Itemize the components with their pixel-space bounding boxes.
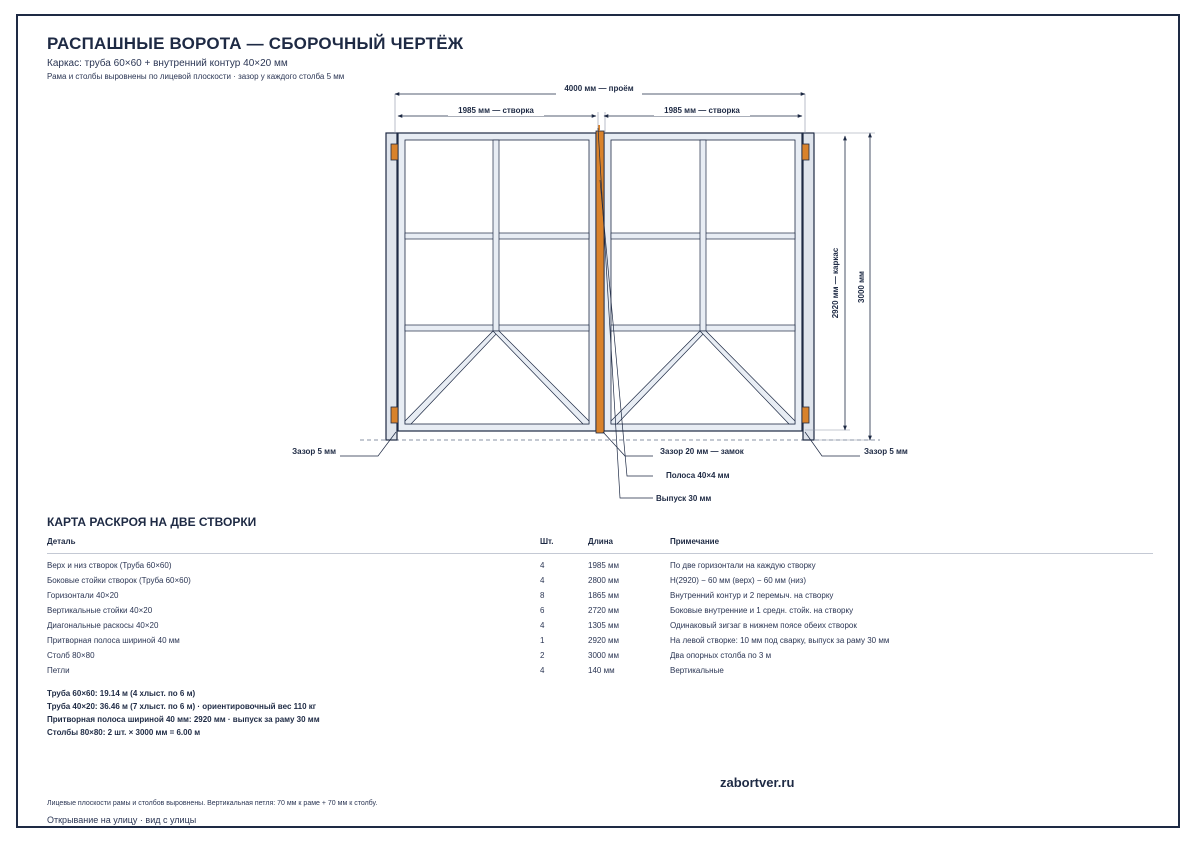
cell-part: Вертикальные стойки 40×20 (47, 606, 153, 615)
cell-part: Притворная полоса шириной 40 мм (47, 636, 180, 645)
view-note: Открывание на улицу · вид с улицы (47, 815, 197, 825)
cell-part: Петли (47, 666, 70, 675)
summary-line-posts: Столбы 80×80: 2 шт. × 3000 мм = 6.00 м (47, 728, 201, 737)
gap-right-callout: Зазор 5 мм (864, 447, 908, 456)
cell-part: Боковые стойки створок (Труба 60×60) (47, 576, 191, 585)
cell-part: Столб 80×80 (47, 651, 95, 660)
cell-qty: 4 (540, 621, 545, 630)
right-leaf-dim-label: 1985 мм — створка (664, 106, 740, 115)
cell-note: Вертикальные (670, 666, 724, 675)
header-note: Примечание (670, 535, 1153, 554)
table-row (47, 554, 1153, 574)
cell-qty: 4 (540, 666, 545, 675)
closing-strip (596, 131, 604, 433)
cut-table (47, 535, 1153, 678)
cell-qty: 4 (540, 576, 545, 585)
opening-dim-label: 4000 мм — проём (564, 84, 634, 93)
cell-note: По две горизонтали на каждую створку (670, 561, 816, 570)
hinge-left-bottom (391, 407, 398, 423)
right-post (803, 133, 814, 440)
table-row (47, 633, 1153, 648)
cell-note: Внутренний контур и 2 перемыч. на створку (670, 591, 834, 600)
frame-height-dim-label: 2920 мм — каркас (831, 247, 840, 319)
table-row (47, 573, 1153, 588)
left-leaf (398, 133, 596, 431)
cell-length: 2720 мм (588, 606, 620, 615)
cell-length: 3000 мм (588, 651, 620, 660)
summary-line-strip: Притворная полоса шириной 40 мм: 2920 мм · выпуск за раму 30 мм (47, 715, 320, 724)
cell-qty: 8 (540, 591, 545, 600)
cell-length: 1305 мм (588, 621, 620, 630)
table-row (47, 618, 1153, 633)
cell-note: Боковые внутренние и 1 средн. стойк. на створку (670, 606, 854, 615)
header-qty: Шт. (540, 535, 588, 554)
cell-qty: 6 (540, 606, 545, 615)
summary-line-pipe-40: Труба 40×20: 36.46 м (7 хлыст. по 6 м) · ориентировочный вес 110 кг (47, 702, 317, 711)
cut-table-header (47, 535, 1153, 554)
drawing-title: РАСПАШНЫЕ ВОРОТА — СБОРОЧНЫЙ ЧЕРТЁЖ (47, 34, 464, 53)
strip-callout: Полоса 40×4 мм (666, 471, 730, 480)
cell-length: 1865 мм (588, 591, 620, 600)
footnote: Лицевые плоскости рамы и столбов выровнены. Вертикальная петля: 70 мм к раме + 70 мм к столбу. (47, 800, 378, 807)
hinge-right-top (802, 144, 809, 160)
material-summary (47, 687, 320, 739)
left-leaf-dim-label: 1985 мм — створка (458, 106, 534, 115)
cell-length: 1985 мм (588, 561, 620, 570)
right-leaf (604, 133, 802, 431)
post-height-dim-label: 3000 мм (857, 271, 866, 303)
hinge-left-top (391, 144, 398, 160)
gap-left-callout: Зазор 5 мм (292, 447, 336, 456)
cell-part: Верх и низ створок (Труба 60×60) (47, 561, 172, 570)
cell-note: На левой створке: 10 мм под сварку, выпуск за раму 30 мм (670, 636, 890, 645)
cell-note: Два опорных столба по 3 м (670, 651, 772, 660)
cell-note: H(2920) − 60 мм (верх) − 60 мм (низ) (670, 576, 807, 585)
cut-table-title: КАРТА РАСКРОЯ НА ДВЕ СТВОРКИ (47, 515, 257, 529)
cell-part: Горизонтали 40×20 (47, 591, 119, 600)
cell-note: Одинаковый зигзаг в нижнем поясе обеих створок (670, 621, 857, 630)
cell-qty: 2 (540, 651, 545, 660)
header-part: Деталь (47, 535, 540, 554)
table-row (47, 663, 1153, 678)
header-length: Длина (588, 535, 670, 554)
hinge-right-bottom (802, 407, 809, 423)
cell-length: 2800 мм (588, 576, 620, 585)
left-post (386, 133, 397, 440)
cell-qty: 1 (540, 636, 545, 645)
table-row (47, 603, 1153, 618)
overhang-callout: Выпуск 30 мм (656, 494, 712, 503)
gap-center-callout: Зазор 20 мм — замок (660, 447, 744, 456)
summary-line-pipe-60: Труба 60×60: 19.14 м (4 хлыст. по 6 м) (47, 689, 196, 698)
cell-length: 2920 мм (588, 636, 620, 645)
site-url: zabortver.ru (720, 775, 795, 790)
table-row (47, 648, 1153, 663)
cell-length: 140 мм (588, 666, 615, 675)
table-row (47, 588, 1153, 603)
drawing-note: Рама и столбы выровнены по лицевой плоскости · зазор у каждого столба 5 мм (47, 72, 345, 81)
drawing-subtitle: Каркас: труба 60×60 + внутренний контур 40×20 мм (47, 58, 288, 69)
cell-part: Диагональные раскосы 40×20 (47, 621, 159, 630)
cell-qty: 4 (540, 561, 545, 570)
